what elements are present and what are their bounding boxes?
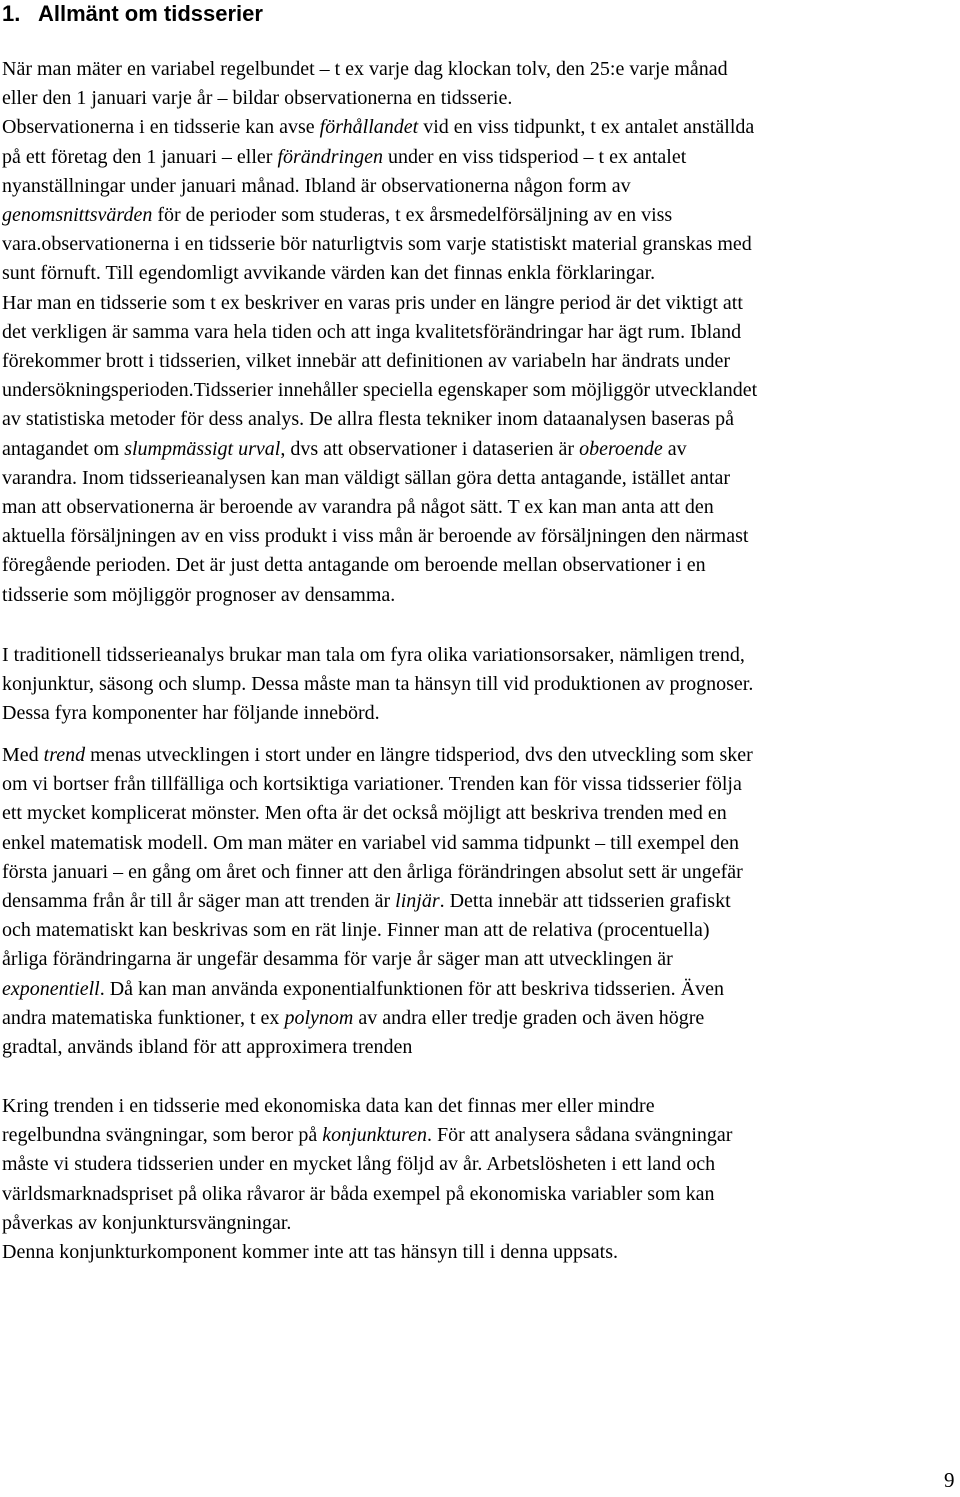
text-run: eller den 1 januari varje år – bildar observationerna en tidsserie. [2, 87, 513, 110]
text-run: föregående perioden. Det är just detta antagande om beroende mellan observationer i en [2, 554, 706, 577]
text-run: av statistiska metoder för dess analys. De allra flesta tekniker inom dataanalysen baseras på [2, 408, 734, 431]
text-line [2, 1238, 732, 1267]
text-run: regelbundna svängningar, som beror på [2, 1124, 323, 1147]
text-run: påverkas av konjunktursvängningar. [2, 1211, 292, 1234]
paragraph-trend [2, 741, 753, 1062]
text-run: vara.observationerna i en tidsserie bör naturligtvis som varje statistiskt material granskas med [2, 233, 752, 256]
text-line [2, 113, 757, 142]
text-run: . Då kan man använda exponentialfunktionen för att beskriva tidsserien. Även [99, 977, 724, 1000]
text-line [2, 799, 753, 828]
text-run: varandra. Inom tidsserieanalysen kan man väldigt sällan göra detta antagande, istället antar [2, 466, 731, 489]
text-line [2, 945, 753, 974]
emphasized-term: genomsnittsvärden [2, 204, 153, 227]
text-run: . Detta innebär att tidsserien grafiskt [439, 890, 731, 913]
text-run: förekommer brott i tidsserien, vilket innebär att definitionen av variabeln har ändrats under [2, 350, 731, 373]
text-run: nyanställningar under januari månad. Ibland är observationerna någon form av [2, 174, 631, 197]
text-run: världsmarknadspriset på olika råvaror är båda exempel på ekonomiska variabler som kan [2, 1182, 715, 1205]
text-line [2, 551, 757, 580]
page-number: 9 [944, 1468, 955, 1492]
text-line [2, 259, 757, 288]
text-line [2, 1180, 732, 1209]
text-line [2, 435, 757, 464]
text-run: densamma från år till år säger man att trenden är [2, 890, 396, 913]
text-line [2, 230, 757, 259]
text-line [2, 143, 757, 172]
paragraph-components [2, 641, 753, 729]
text-run: Har man en tidsserie som t ex beskriver en varas pris under en längre period är det viktigt att [2, 291, 743, 314]
text-line [2, 887, 753, 916]
text-run: gradtal, används ibland för att approximera trenden [2, 1036, 413, 1059]
text-line [2, 172, 757, 201]
emphasized-term: förändringen [277, 145, 383, 168]
text-line [2, 581, 757, 610]
text-line [2, 670, 753, 699]
text-run: ett mycket komplicerat mönster. Men ofta är det också möjligt att beskriva trenden med en [2, 802, 727, 825]
text-run: av andra eller tredje graden och även högre [353, 1006, 705, 1029]
text-line [2, 1092, 732, 1121]
text-line [2, 858, 753, 887]
text-line [2, 1209, 732, 1238]
text-line [2, 522, 757, 551]
text-run: När man mäter en variabel regelbundet – t ex varje dag klockan tolv, den 25:e varje månad [2, 58, 728, 80]
text-run: undersökningsperioden.Tidsserier innehåller speciella egenskaper som möjliggör utvecklandet [2, 379, 758, 402]
text-run: konjunktur, säsong och slump. Dessa måste man ta hänsyn till vid produktionen av prognoser. [2, 673, 754, 696]
text-line [2, 464, 757, 493]
text-run: om vi bortser från tillfälliga och kortsiktiga variationer. Trenden kan för vissa tidsserier följa [2, 773, 742, 796]
section-title: Allmänt om tidsserier [38, 1, 263, 26]
text-run: Dessa fyra komponenter har följande innebörd. [2, 702, 380, 725]
text-line [2, 201, 757, 230]
text-run: och matematiskt kan beskrivas som en rät linje. Finner man att de relativa (procentuella) [2, 919, 710, 942]
text-run: Med [2, 744, 44, 766]
text-run: första januari – en gång om året och finner att den årliga förändringen absolut sett är ungefär [2, 860, 743, 883]
text-run: det verkligen är samma vara hela tiden och att inga kvalitetsförändringar har ägt rum. Ibland [2, 320, 742, 343]
text-run: aktuella försäljningen av en viss produkt i viss mån är beroende av försäljningen den närmast [2, 525, 749, 548]
text-run: sunt förnuft. Till egendomligt avvikande värden kan det finnas enkla förklaringar. [2, 262, 656, 285]
text-line [2, 493, 757, 522]
text-line [2, 1033, 753, 1062]
text-line [2, 84, 757, 113]
paragraph-konjunktur [2, 1092, 732, 1267]
emphasized-term: konjunkturen [322, 1124, 428, 1147]
text-line [2, 770, 753, 799]
text-line [2, 55, 757, 84]
text-run: för de perioder som studeras, t ex årsmedelförsäljning av en viss [152, 204, 673, 227]
text-run: antagandet om [2, 437, 125, 460]
text-line [2, 975, 753, 1004]
text-run: årliga förändringarna är ungefär desamma för varje år säger man att utvecklingen är [2, 948, 673, 971]
text-run: Observationerna i en tidsserie kan avse [2, 116, 320, 139]
text-line [2, 641, 753, 670]
text-run: under en viss tidsperiod – t ex antalet [383, 145, 687, 168]
emphasized-term: förhållandet [319, 116, 419, 139]
text-run: menas utvecklingen i stort under en längre tidsperiod, dvs den utveckling som sker [85, 744, 753, 766]
text-line [2, 1121, 732, 1150]
emphasized-term: trend [43, 744, 86, 766]
text-run: tidsserie som möjliggör prognoser av densamma. [2, 583, 396, 606]
text-run: , dvs att observationer i dataserien är [280, 437, 580, 460]
text-run: andra matematiska funktioner, t ex [2, 1006, 285, 1029]
text-run: enkel matematisk modell. Om man mäter en variabel vid samma tidpunkt – till exempel den [2, 831, 740, 854]
text-line [2, 405, 757, 434]
text-run: av [662, 437, 687, 460]
text-line [2, 376, 757, 405]
text-line [2, 699, 753, 728]
section-heading [2, 0, 263, 28]
text-run: vid en viss tidpunkt, t ex antalet anställda [418, 116, 755, 139]
text-line [2, 318, 757, 347]
text-line [2, 829, 753, 858]
text-run: måste vi studera tidsserien under en mycket lång följd av år. Arbetslösheten i ett land och [2, 1153, 716, 1176]
emphasized-term: polynom [284, 1006, 354, 1029]
text-run: Denna konjunkturkomponent kommer inte att tas hänsyn till i denna uppsats. [2, 1241, 619, 1264]
section-number: 1. [2, 1, 21, 26]
text-line [2, 1150, 732, 1179]
emphasized-term: linjär [395, 890, 440, 913]
emphasized-term: oberoende [579, 437, 663, 460]
text-line [2, 741, 753, 770]
text-line [2, 347, 757, 376]
text-line [2, 289, 757, 318]
text-line [2, 916, 753, 945]
text-run: Kring trenden i en tidsserie med ekonomiska data kan det finnas mer eller mindre [2, 1095, 655, 1117]
emphasized-term: exponentiell [2, 977, 100, 1000]
text-run: I traditionell tidsserieanalys brukar man tala om fyra olika variationsorsaker, nämligen trend, [2, 644, 745, 666]
text-run: på ett företag den 1 januari – eller [2, 145, 278, 168]
text-run: . För att analysera sådana svängningar [427, 1124, 733, 1147]
paragraph-intro [2, 55, 757, 610]
emphasized-term: slumpmässigt urval [124, 437, 281, 460]
text-run: man att observationerna är beroende av varandra på något sätt. T ex kan man anta att den [2, 496, 714, 519]
text-line [2, 1004, 753, 1033]
